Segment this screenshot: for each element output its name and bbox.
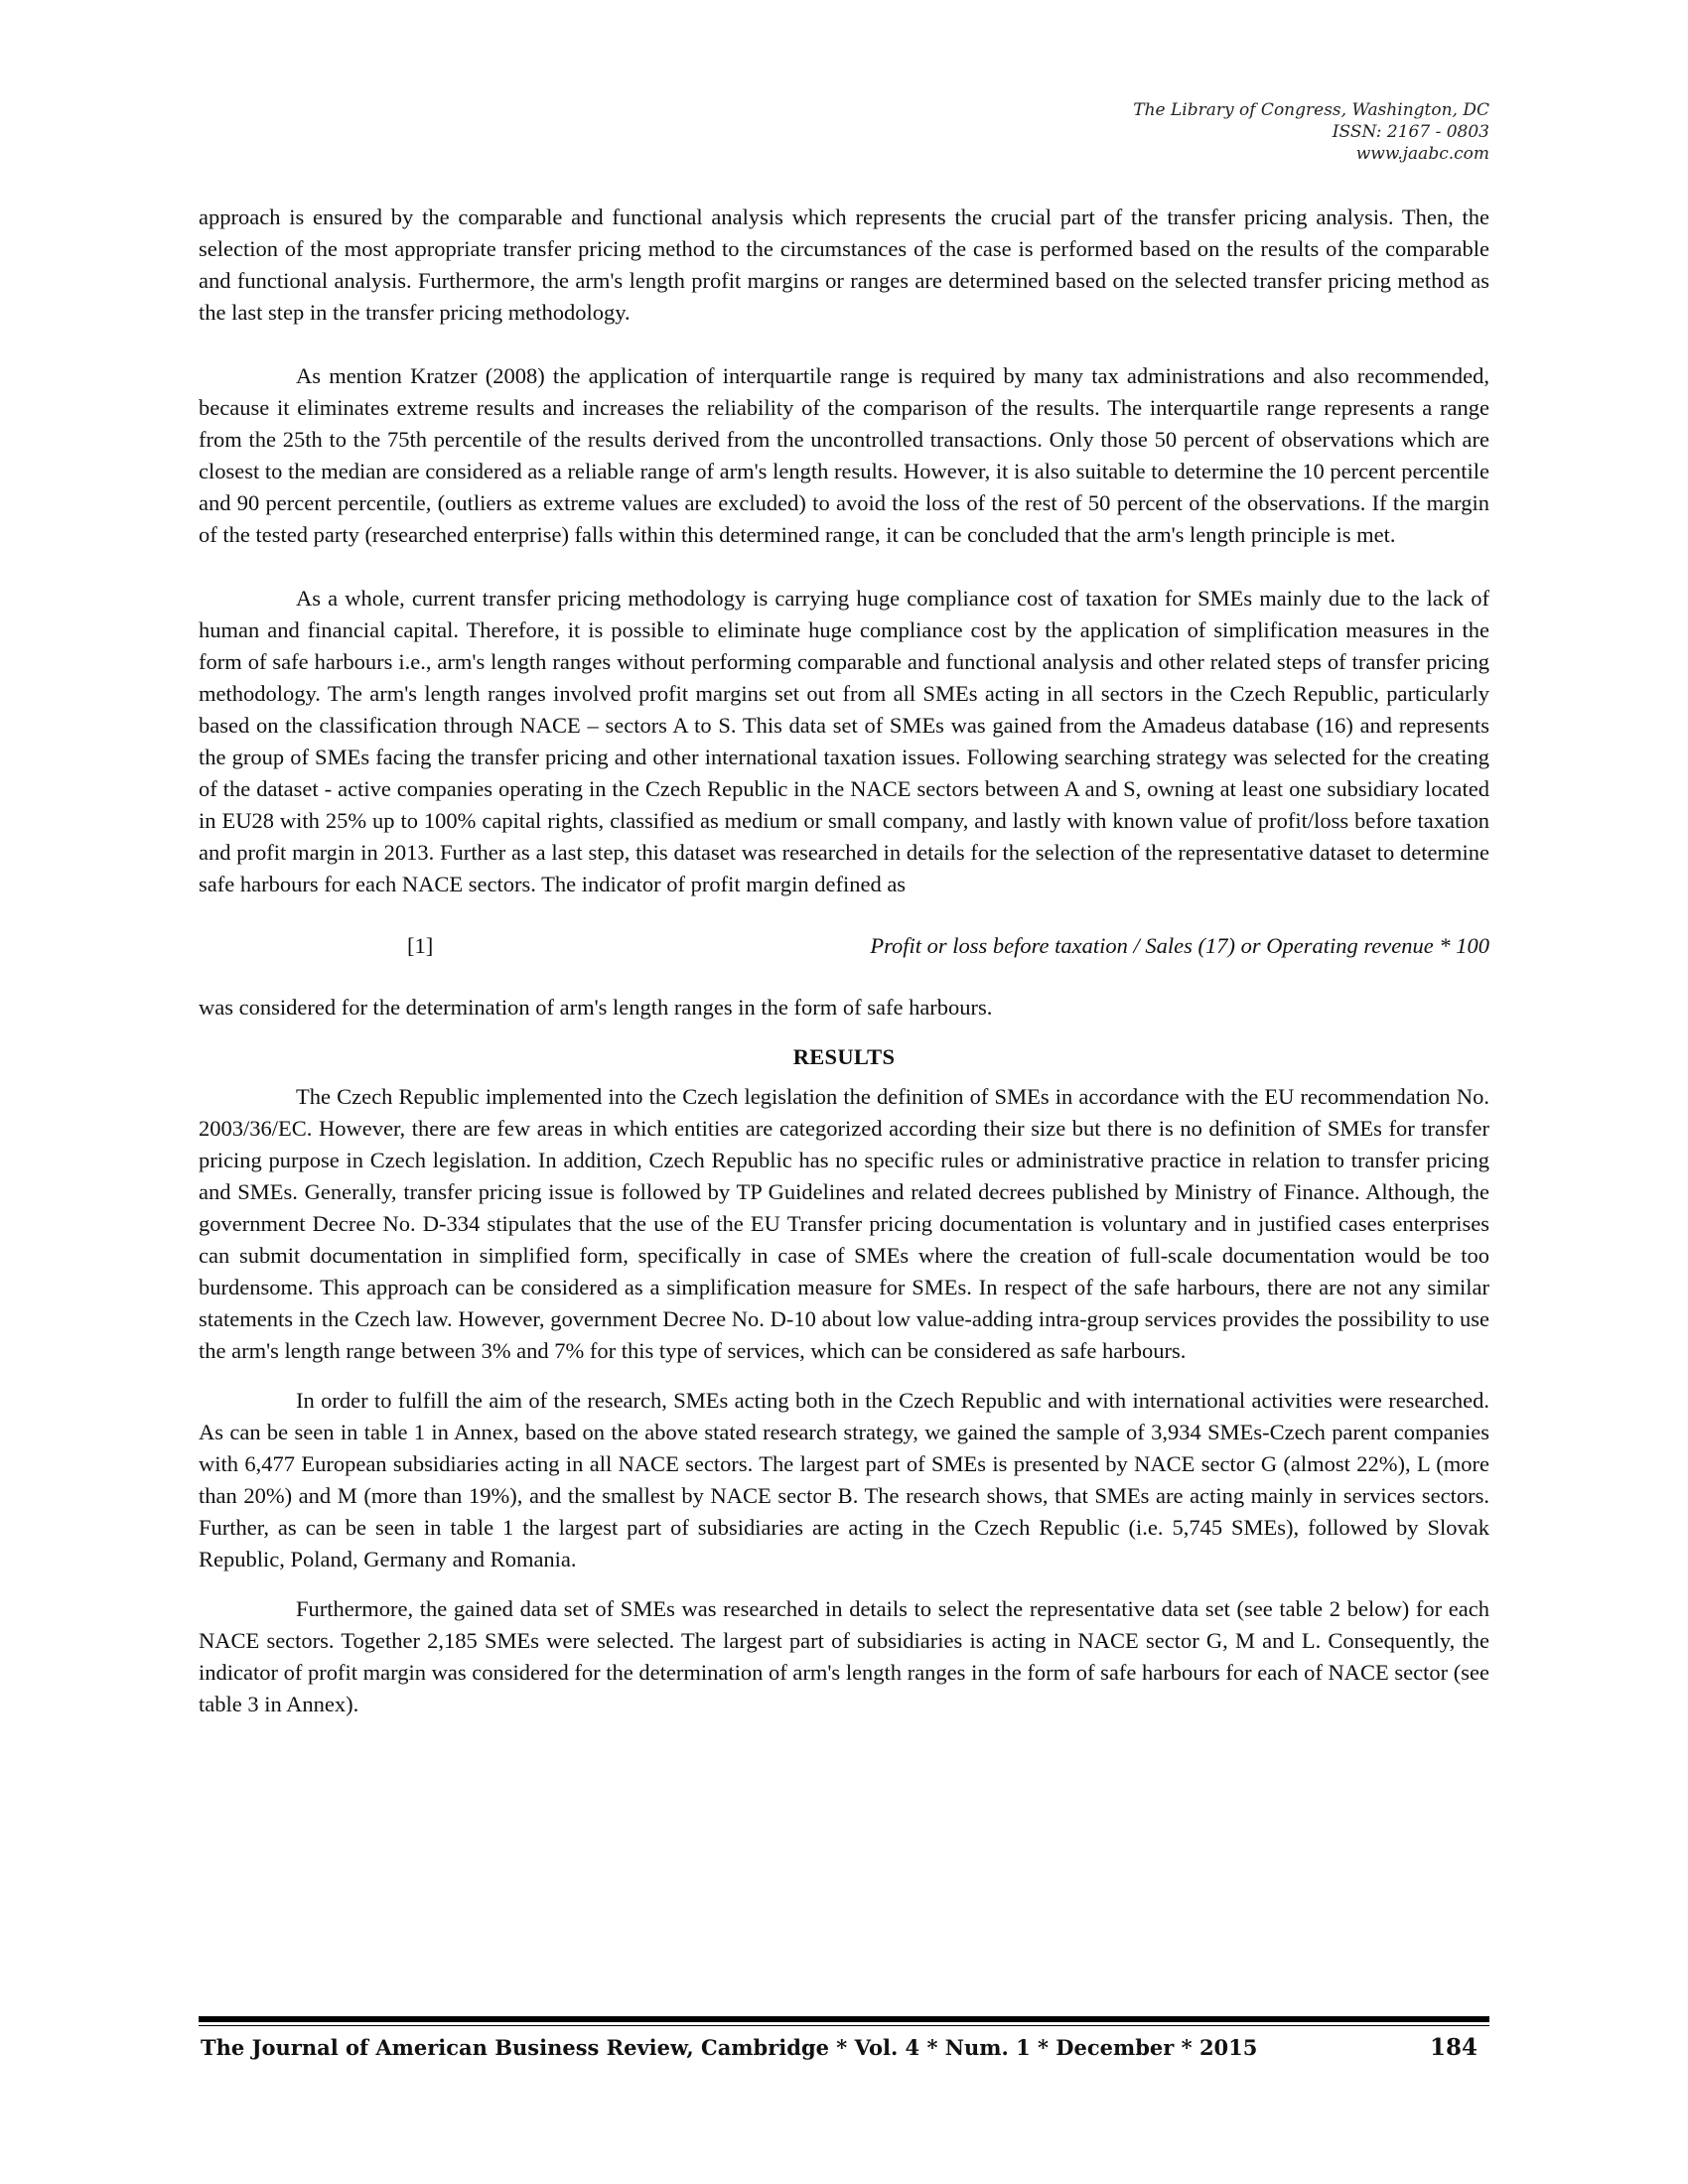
paragraph-formula-usage: was considered for the determination of arm's length ranges in the form of safe harbours.: [199, 995, 993, 1020]
paragraph-czech-legislation: The Czech Republic implemented into the Czech legislation the definition of SMEs in accordance with the EU recommendation No. 2003/36/EC. However, there are few areas in which entities are categorized according their size but there is no definition of SMEs for transfer pricing purpose in Czech legislation. In addition, Czech Republic has no specific rules or administrative practice in relation to transfer pricing and SMEs. Generally, transfer pricing issue is followed by TP Guidelines and related decrees published by Ministry of Finance. Although, the government Decree No. D-334 stipulates that the use of the EU Transfer pricing documentation is voluntary and in justified cases enterprises can submit documentation in simplified form, specifically in case of SMEs where the creation of full-scale documentation would be too burdensome. This approach can be considered as a simplification measure for SMEs. In respect of the safe harbours, there are not any similar statements in the Czech law. However, government Decree No. D-10 about low value-adding intra-group services provides the possibility to use the arm's length range between 3% and 7% for this type of services, which can be considered as safe harbours.: [199, 1084, 1489, 1363]
running-footer: [201, 2034, 1485, 2061]
paragraph-interquartile-range: As mention Kratzer (2008) the application of interquartile range is required by many tax administrations and also recommended, because it eliminates extreme results and increases the reliability of the comparison of the results. The interquartile range represents a range from the 25th to the 75th percentile of the results derived from the uncontrolled transactions. Only those 50 percent of observations which are closest to the median are considered as a reliable range of arm's length results. However, it is also suitable to determine the 10 percent percentile and 90 percent percentile, (outliers as extreme values are excluded) to avoid the loss of the rest of 50 percent of the observations. If the margin of the tested party (researched enterprise) falls within this determined range, it can be concluded that the arm's length principle is met.: [199, 363, 1489, 547]
paragraph-research-sample: In order to fulfill the aim of the research, SMEs acting both in the Czech Republic and with international activities were researched. As can be seen in table 1 in Annex, based on the above stated research strategy, we gained the sample of 3,934 SMEs-Czech parent companies with 6,477 European subsidiaries acting in all NACE sectors. The largest part of SMEs is presented by NACE sector G (almost 22%), L (more than 20%) and M (more than 19%), and the smallest by NACE sector B. The research shows, that SMEs are acting mainly in services sectors. Further, as can be seen in table 1 the largest part of subsidiaries are acting in the Czech Republic (i.e. 5,745 SMEs), followed by Slovak Republic, Poland, Germany and Romania.: [199, 1388, 1489, 1571]
paragraph-methodology-continued: approach is ensured by the comparable and functional analysis which represents the crucial part of the transfer pricing analysis. Then, the selection of the most appropriate transfer pricing method to the circumstances of the case is performed based on the results of the comparable and functional analysis. Furthermore, the arm's length profit margins or ranges are determined based on the selected transfer pricing method as the last step in the transfer pricing methodology.: [199, 205, 1489, 325]
formula-number: [1]: [407, 933, 434, 958]
footer-rule-thin: [199, 2025, 1489, 2026]
header-issn: ISSN: 2167 - 0803: [1332, 122, 1489, 142]
footer-journal-info: The Journal of American Business Review, Cambridge * Vol. 4 * Num. 1 * December * 2015: [201, 2035, 1258, 2060]
formula-profit-margin: [199, 930, 1489, 962]
header-library: The Library of Congress, Washington, DC: [1133, 100, 1489, 120]
section-heading-results: RESULTS: [792, 1044, 896, 1069]
running-header: [1133, 99, 1489, 165]
footer-rule-thick: [199, 2016, 1489, 2022]
paragraph-representative-dataset: Furthermore, the gained data set of SMEs was researched in details to select the representative data set (see table 2 below) for each NACE sectors. Together 2,185 SMEs were selected. The largest part of subsidiaries is acting in NACE sector G, M and L. Consequently, the indicator of profit margin was considered for the determination of arm's length ranges in the form of safe harbours for each of NACE sector (see table 3 in Annex).: [199, 1596, 1489, 1716]
page-number: 184: [1429, 2034, 1477, 2061]
article-body: [199, 202, 1489, 1720]
formula-expression: Profit or loss before taxation / Sales (17) or Operating revenue * 100: [870, 933, 1489, 958]
paragraph-compliance-cost: As a whole, current transfer pricing methodology is carrying huge compliance cost of taxation for SMEs mainly due to the lack of human and financial capital. Therefore, it is possible to eliminate huge compliance cost by the application of simplification measures in the form of safe harbours i.e., arm's length ranges without performing comparable and functional analysis and other related steps of transfer pricing methodology. The arm's length ranges involved profit margins set out from all SMEs acting in all sectors in the Czech Republic, particularly based on the classification through NACE – sectors A to S. This data set of SMEs was gained from the Amadeus database (16) and represents the group of SMEs facing the transfer pricing and other international taxation issues. Following searching strategy was selected for the creating of the dataset - active companies operating in the Czech Republic in the NACE sectors between A and S, owning at least one subsidiary located in EU28 with 25% up to 100% capital rights, classified as medium or small company, and lastly with known value of profit/loss before taxation and profit margin in 2013. Further as a last step, this dataset was researched in details for the selection of the representative dataset to determine safe harbours for each NACE sectors. The indicator of profit margin defined as: [199, 586, 1489, 896]
header-website: www.jaabc.com: [1355, 144, 1489, 164]
